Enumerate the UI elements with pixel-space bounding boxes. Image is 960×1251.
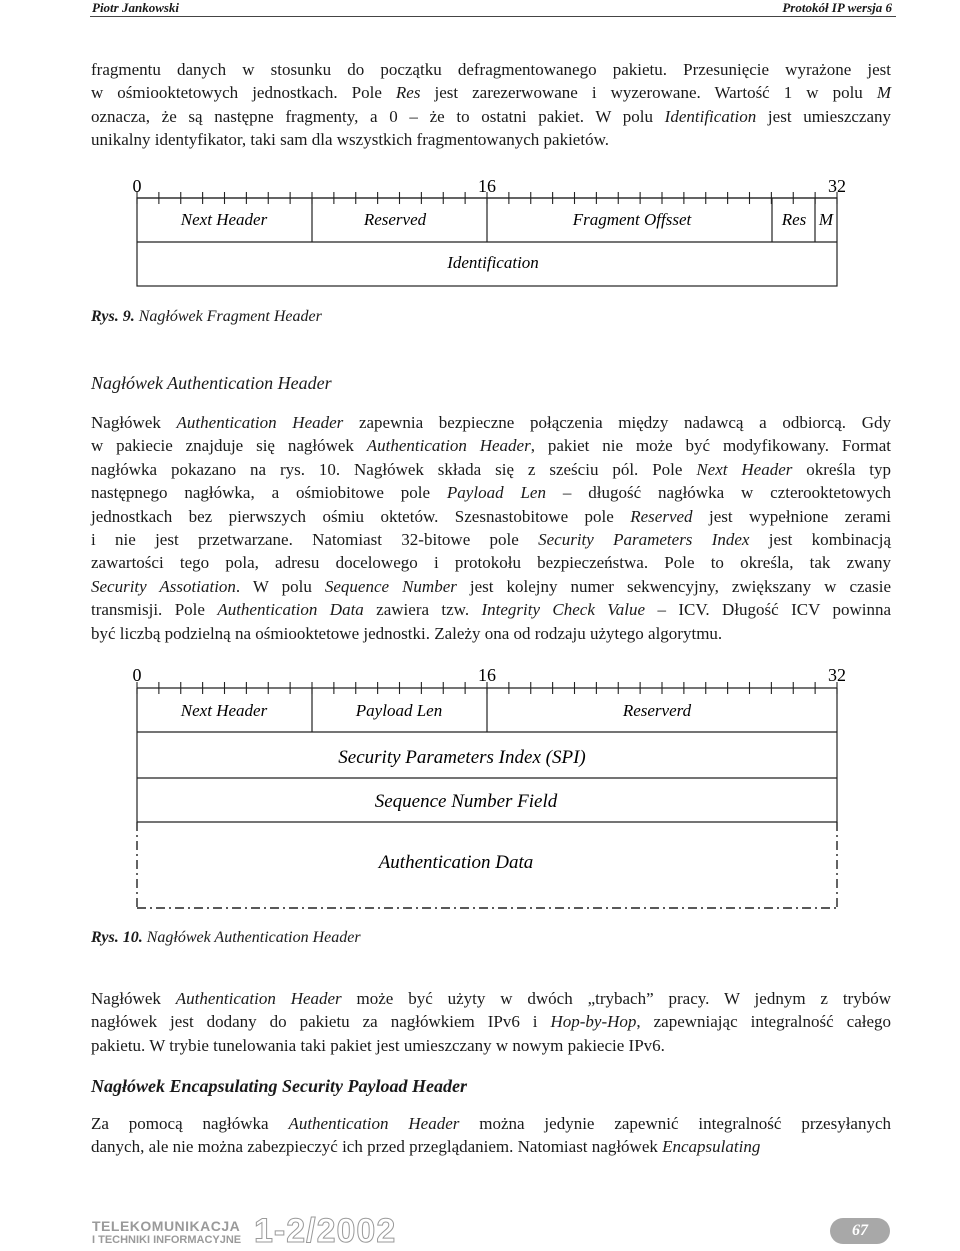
text-line: i nie jest przetwarzane. Natomiast 32-bitowe pole Security Parameters Index jest kombinacją: [91, 530, 891, 550]
fig10-next-header: Next Header: [180, 701, 268, 720]
fig10-scale-16: 16: [478, 665, 496, 685]
fig9-res: Res: [781, 210, 807, 229]
text-line: zawartości tego pola, adresu docelowego i protokołu bezpieczeństwa. Pole to określa, tak zwany: [91, 553, 891, 573]
fig9-reserved: Reserved: [363, 210, 427, 229]
text-line: Nagłówek Authentication Header może być użyty w dwóch „trybach” pracy. W jednym z trybów: [91, 989, 891, 1008]
fig10-scale-0: 0: [132, 665, 142, 685]
fig9-caption-num: Rys. 9.: [91, 308, 135, 325]
page-number-badge: 67: [830, 1218, 890, 1244]
text-line: transmisji. Pole Authentication Data zawiera tzw. Integrity Check Value – ICV. Długość ICV powinna: [91, 600, 892, 620]
text-line: fragmentu danych w stosunku do początku defragmentowanego pakietu. Przesunięcie wyrażone jest: [91, 60, 891, 79]
fig10-caption-num: Rys. 10.: [91, 929, 143, 946]
fig10-caption-text: Nagłówek Authentication Header: [146, 929, 361, 946]
text-line: nagłówka pokazano na rys. 10. Nagłówek składa się z sześciu pól. Pole Next Header określa typ: [91, 459, 891, 479]
fig9-scale-16: 16: [478, 176, 496, 196]
esp-section-heading: Nagłówek Encapsulating Security Payload Header: [91, 1076, 467, 1096]
text-line: unikalny identyfikator, taki sam dla wszystkich fragmentowanych pakietów.: [91, 130, 609, 150]
text-line: danych, ale nie można zabezpieczyć ich przed przeglądaniem. Natomiast nagłówek Encapsulating: [91, 1137, 761, 1157]
text-line: Nagłówek Authentication Header zapewnia bezpieczne połączenia między nadawcą a odbiorcą. Gdy: [91, 413, 892, 432]
fig10-spi: Security Parameters Index (SPI): [338, 747, 586, 768]
header-title: Protokół IP wersja 6: [782, 0, 892, 15]
text-line: pakietu. W trybie tunelowania taki pakiet jest umieszczany w nowym pakiecie IPv6.: [91, 1035, 665, 1055]
text-line: być liczbą podzielną na ośmiooktetowe jednostki. Zależy ona od rodzaju użytego algorytmu.: [91, 623, 723, 643]
fig10-sequence-number: Sequence Number Field: [374, 791, 558, 812]
fig9-caption-text: Nagłówek Fragment Header: [138, 308, 322, 325]
text-line: nagłówek jest dodany do pakietu za nagłówkiem IPv6 i Hop-by-Hop, zapewniając integralność całego: [91, 1012, 892, 1032]
header-author: Piotr Jankowski: [92, 0, 180, 15]
text-line: oznacza, że są następne fragmenty, a 0 – że to ostatni pakiet. W polu Identification jest umieszczany: [91, 106, 891, 126]
text-line: w ośmiooktetowych jednostkach. Pole Res jest zarezerwowane i wyzerowane. Wartość 1 w polu M: [91, 83, 891, 103]
text-line: Security Assotiation. W polu Sequence Number jest kolejny numer sekwencyjny, zwiększany w czasie: [91, 576, 891, 596]
esp-paragraph: [91, 1112, 891, 1159]
ah-modes-paragraph: [91, 987, 891, 1057]
fig10-reserved: Reserverd: [622, 701, 692, 720]
fig9-fragment-offset: Fragment Offsset: [572, 210, 692, 229]
fig9-identification: Identification: [447, 253, 539, 272]
journal-name-line2: I TECHNIKI INFORMACYJNE: [92, 1234, 242, 1246]
issue-number: 1-2/2002: [254, 1212, 397, 1250]
journal-name-line1: TELEKOMUNIKACJA: [92, 1218, 241, 1234]
fig9-scale-0: 0: [132, 176, 142, 196]
fig9-next-header: Next Header: [180, 210, 268, 229]
fig10-payload-len: Payload Len: [355, 701, 443, 720]
fig10-scale-32: 32: [828, 665, 846, 685]
fig9-scale-32: 32: [828, 176, 846, 196]
text-line: w pakiecie znajduje się nagłówek Authentication Header, pakiet nie może być modyfikowany. Format: [91, 436, 891, 456]
ah-section-heading: Nagłówek Authentication Header: [91, 373, 332, 393]
fig10-authentication-data: Authentication Data: [378, 852, 534, 873]
text-line: Za pomocą nagłówka Authentication Header można jedynie zapewnić integralność przesyłanych: [91, 1114, 892, 1133]
text-line: następnego nagłówka, a ośmiobitowe pole Payload Len – długość nagłówka w czterooktetowych: [91, 483, 892, 503]
text-line: jednostkach bez pierwszych ośmiu oktetów. Szesnastobitowe pole Reserved jest wypełnione zerami: [91, 506, 892, 526]
fig9-m: M: [818, 210, 834, 229]
fig10-caption: [91, 929, 361, 947]
